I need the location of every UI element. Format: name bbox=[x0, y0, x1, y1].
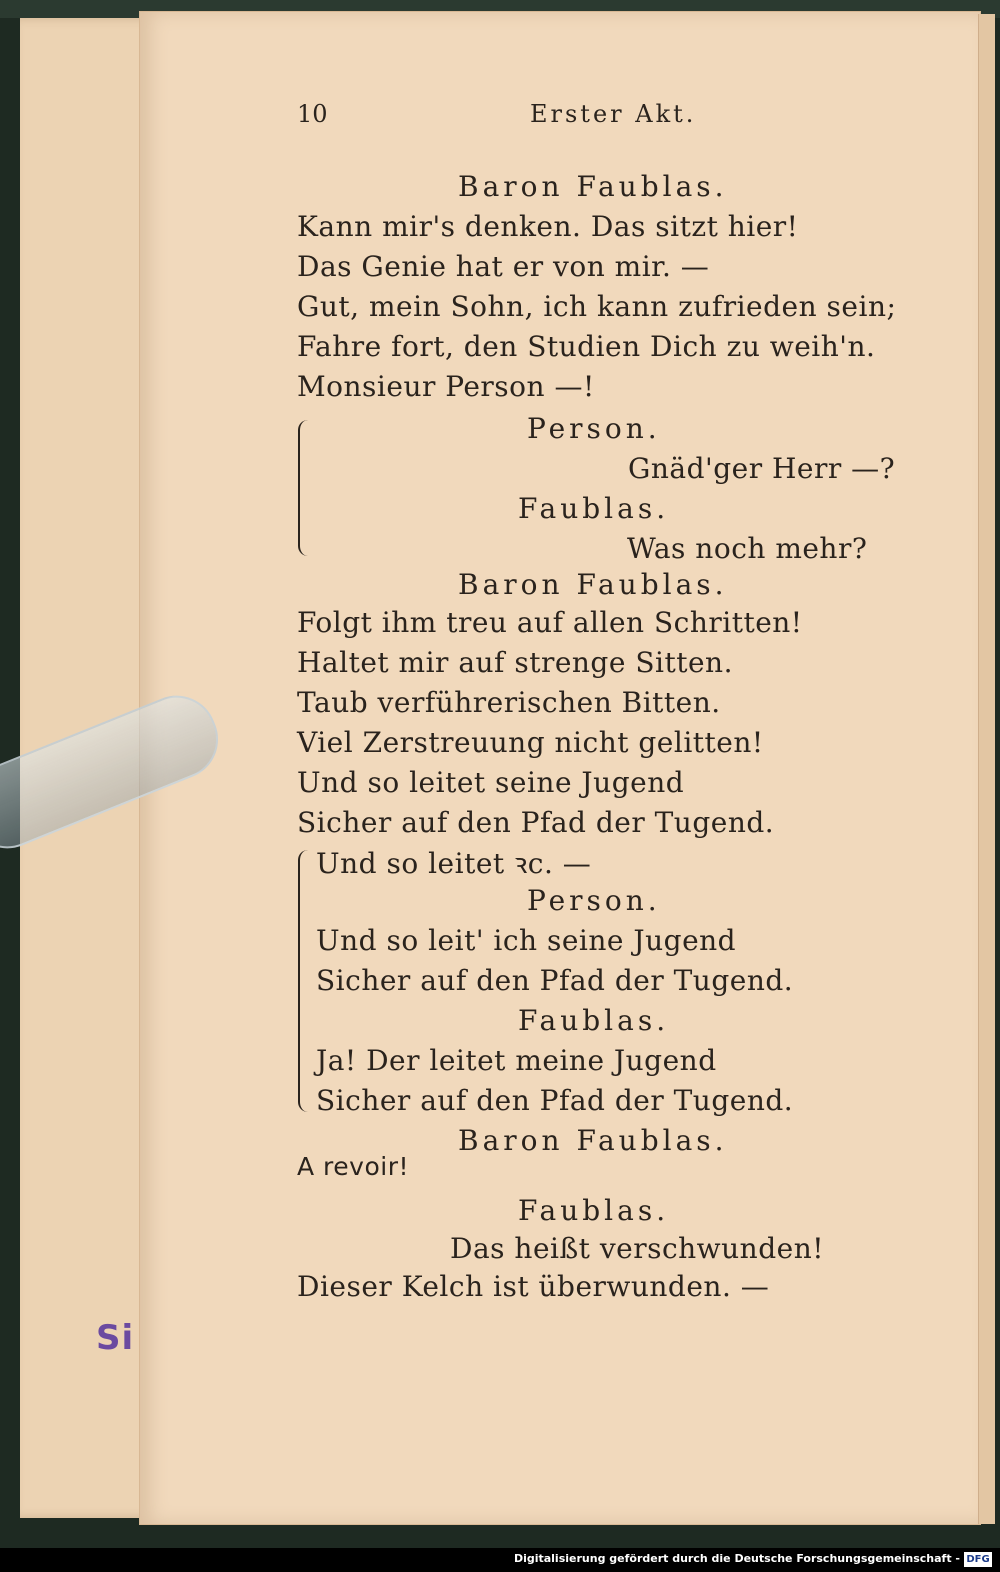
text-line: Taub verführerischen Bitten. bbox=[297, 686, 721, 719]
text-line: A revoir! bbox=[297, 1152, 409, 1181]
text-line: Und so leit' ich seine Jugend bbox=[316, 924, 737, 957]
speaker-heading: Person. bbox=[527, 412, 661, 445]
speaker-heading: Baron Faublas. bbox=[458, 170, 728, 203]
text-line: Dieser Kelch ist überwunden. — bbox=[297, 1270, 770, 1303]
text-line: Monsieur Person —! bbox=[297, 370, 595, 403]
running-title: Erster Akt. bbox=[530, 100, 697, 128]
text-line: Sicher auf den Pfad der Tugend. bbox=[316, 1084, 794, 1117]
page-stack-edge bbox=[978, 14, 995, 1524]
funding-credit: Digitalisierung gefördert durch die Deutsche Forschungsgemeinschaft - bbox=[513, 1552, 960, 1565]
dfg-logo: DFG bbox=[964, 1552, 992, 1567]
text-line: Viel Zerstreuung nicht gelitten! bbox=[297, 726, 764, 759]
text-line: Das heißt verschwunden! bbox=[450, 1232, 824, 1265]
text-line: Ja! Der leitet meine Jugend bbox=[316, 1044, 717, 1077]
text-line: Folgt ihm treu auf allen Schritten! bbox=[297, 606, 803, 639]
text-line: Fahre fort, den Studien Dich zu weih'n. bbox=[297, 330, 876, 363]
speaker-heading: Faublas. bbox=[518, 1194, 670, 1227]
text-line: Gut, mein Sohn, ich kann zufrieden sein; bbox=[297, 290, 897, 323]
digitization-footer bbox=[0, 1548, 1000, 1572]
text-line: Sicher auf den Pfad der Tugend. bbox=[297, 806, 775, 839]
text-line: Und so leitet seine Jugend bbox=[297, 766, 685, 799]
speaker-heading: Person. bbox=[527, 884, 661, 917]
text-line: Das Genie hat er von mir. — bbox=[297, 250, 710, 283]
text-line: Sicher auf den Pfad der Tugend. bbox=[316, 964, 794, 997]
speaker-heading: Baron Faublas. bbox=[458, 568, 728, 601]
page-number: 10 bbox=[297, 100, 328, 128]
text-line: Was noch mehr? bbox=[627, 532, 868, 565]
ensemble-brace bbox=[298, 420, 310, 556]
text-line: Gnäd'ger Herr —? bbox=[628, 452, 896, 485]
library-stamp: Si bbox=[96, 1318, 135, 1358]
text-line: Haltet mir auf strenge Sitten. bbox=[297, 646, 733, 679]
speaker-heading: Faublas. bbox=[518, 1004, 670, 1037]
speaker-heading: Baron Faublas. bbox=[458, 1124, 728, 1157]
ensemble-brace bbox=[298, 850, 312, 1112]
speaker-heading: Faublas. bbox=[518, 492, 670, 525]
text-line: Kann mir's denken. Das sitzt hier! bbox=[297, 210, 799, 243]
text-line: Und so leitet ꝛc. — bbox=[316, 847, 592, 880]
